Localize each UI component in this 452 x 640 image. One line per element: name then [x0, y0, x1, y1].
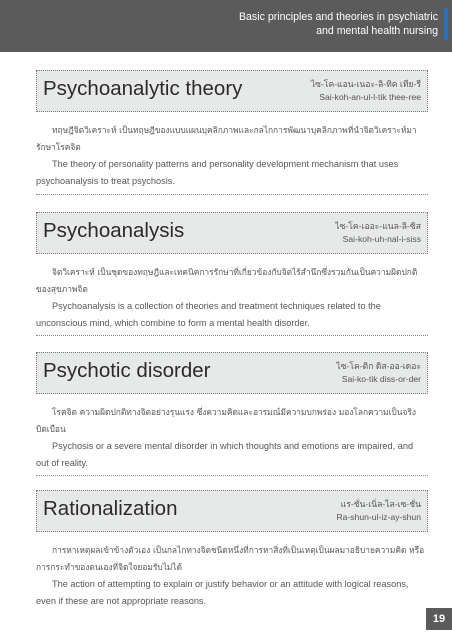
definition-thai: ทฤษฎีจิตวิเคราะห์ เป็นทฤษฎีของแบบแผนบุคลิกภาพและกลไกการพัฒนาบุคลิกภาพที่นำจิตวิเคราะห์มารักษาโรคจิต [36, 125, 417, 152]
pronunciation-thai: ไซ-โค-เออะ-แนล-ลิ-ซิส [335, 221, 421, 231]
header-line-1: Basic principles and theories in psychiatric [238, 11, 438, 23]
section-divider [36, 475, 428, 476]
page-header [0, 0, 452, 52]
pronunciation-roman: Sai-koh-an-ul-l-tik thee-ree [319, 92, 421, 102]
term-title: Psychotic disorder [43, 359, 211, 382]
glossary-entry [36, 352, 428, 472]
term-title-box [36, 212, 428, 254]
term-title-box [36, 490, 428, 532]
pronunciation-thai: ไซ-โค-ติก ดิส-ออ-เดอะ [336, 361, 421, 371]
term-title-box [36, 352, 428, 394]
glossary-entry [36, 490, 428, 610]
page-number: 19 [426, 608, 452, 630]
term-title: Psychoanalysis [43, 219, 185, 242]
pronunciation-thai: แร-ชั่น-เนิ่ล-ไล-เซ-ชั่น [340, 499, 421, 509]
definition [36, 264, 428, 332]
pronunciation-thai: ไซ-โค-แอน-เนอะ-ลิ-ทิค เทีย-รี [310, 79, 421, 89]
pronunciation-roman: Sai-ko-tik diss-or-der [341, 374, 421, 384]
definition [36, 542, 428, 610]
term-title-box [36, 70, 428, 112]
definition-english: Psychosis or a severe mental disorder in which thoughts and emotions are impaired, and out of reality. [36, 441, 414, 468]
definition-thai: โรคจิต ความผิดปกติทางจิตอย่างรุนแรง ซึ่งความคิดและอารมณ์มีความบกพร่อง มองโลกความเป็นจริงบิดเบือน [36, 407, 416, 434]
pronunciation-roman: Sai-koh-uh-nal-i-siss [342, 234, 421, 244]
header-line-2: and mental health nursing [316, 25, 438, 37]
glossary-entry [36, 70, 428, 190]
term-title: Psychoanalytic theory [43, 77, 243, 100]
term-title: Rationalization [43, 497, 178, 520]
definition-english: The theory of personality patterns and personality development mechanism that uses psychoanalysis to treat psychosis. [36, 159, 399, 186]
section-divider [36, 335, 428, 336]
section-divider [36, 194, 428, 195]
definition-english: The action of attempting to explain or justify behavior or an attitude with logical reasons, even if these are not appropriate reasons. [36, 579, 409, 606]
definition-thai: จิตวิเคราะห์ เป็นชุดของทฤษฎีและเทคนิคการรักษาที่เกี่ยวข้องกับจิตไร้สำนึกซึ่งรวมกันเป็นความผิดปกติของสุขภาพจิต [36, 267, 418, 294]
definition-thai: การหาเหตุผลเข้าข้างตัวเอง เป็นกลไกทางจิตชนิดหนึ่งที่การหาสิ่งที่เป็นเหตุเป็นผลมาอธิบายความคิด หรือการกระทำของตนเองที่จิตใจยอมรับไม่ได้ [36, 545, 425, 572]
definition-english: Psychoanalysis is a collection of theories and treatment techniques related to the unconscious mind, which combine to form a mental health disorder. [36, 301, 381, 328]
definition [36, 122, 428, 190]
definition [36, 404, 428, 472]
pronunciation-roman: Ra-shun-ul-iz-ay-shun [336, 512, 421, 522]
header-title [239, 10, 438, 38]
glossary-entry [36, 212, 428, 332]
header-accent-bar [444, 8, 448, 40]
